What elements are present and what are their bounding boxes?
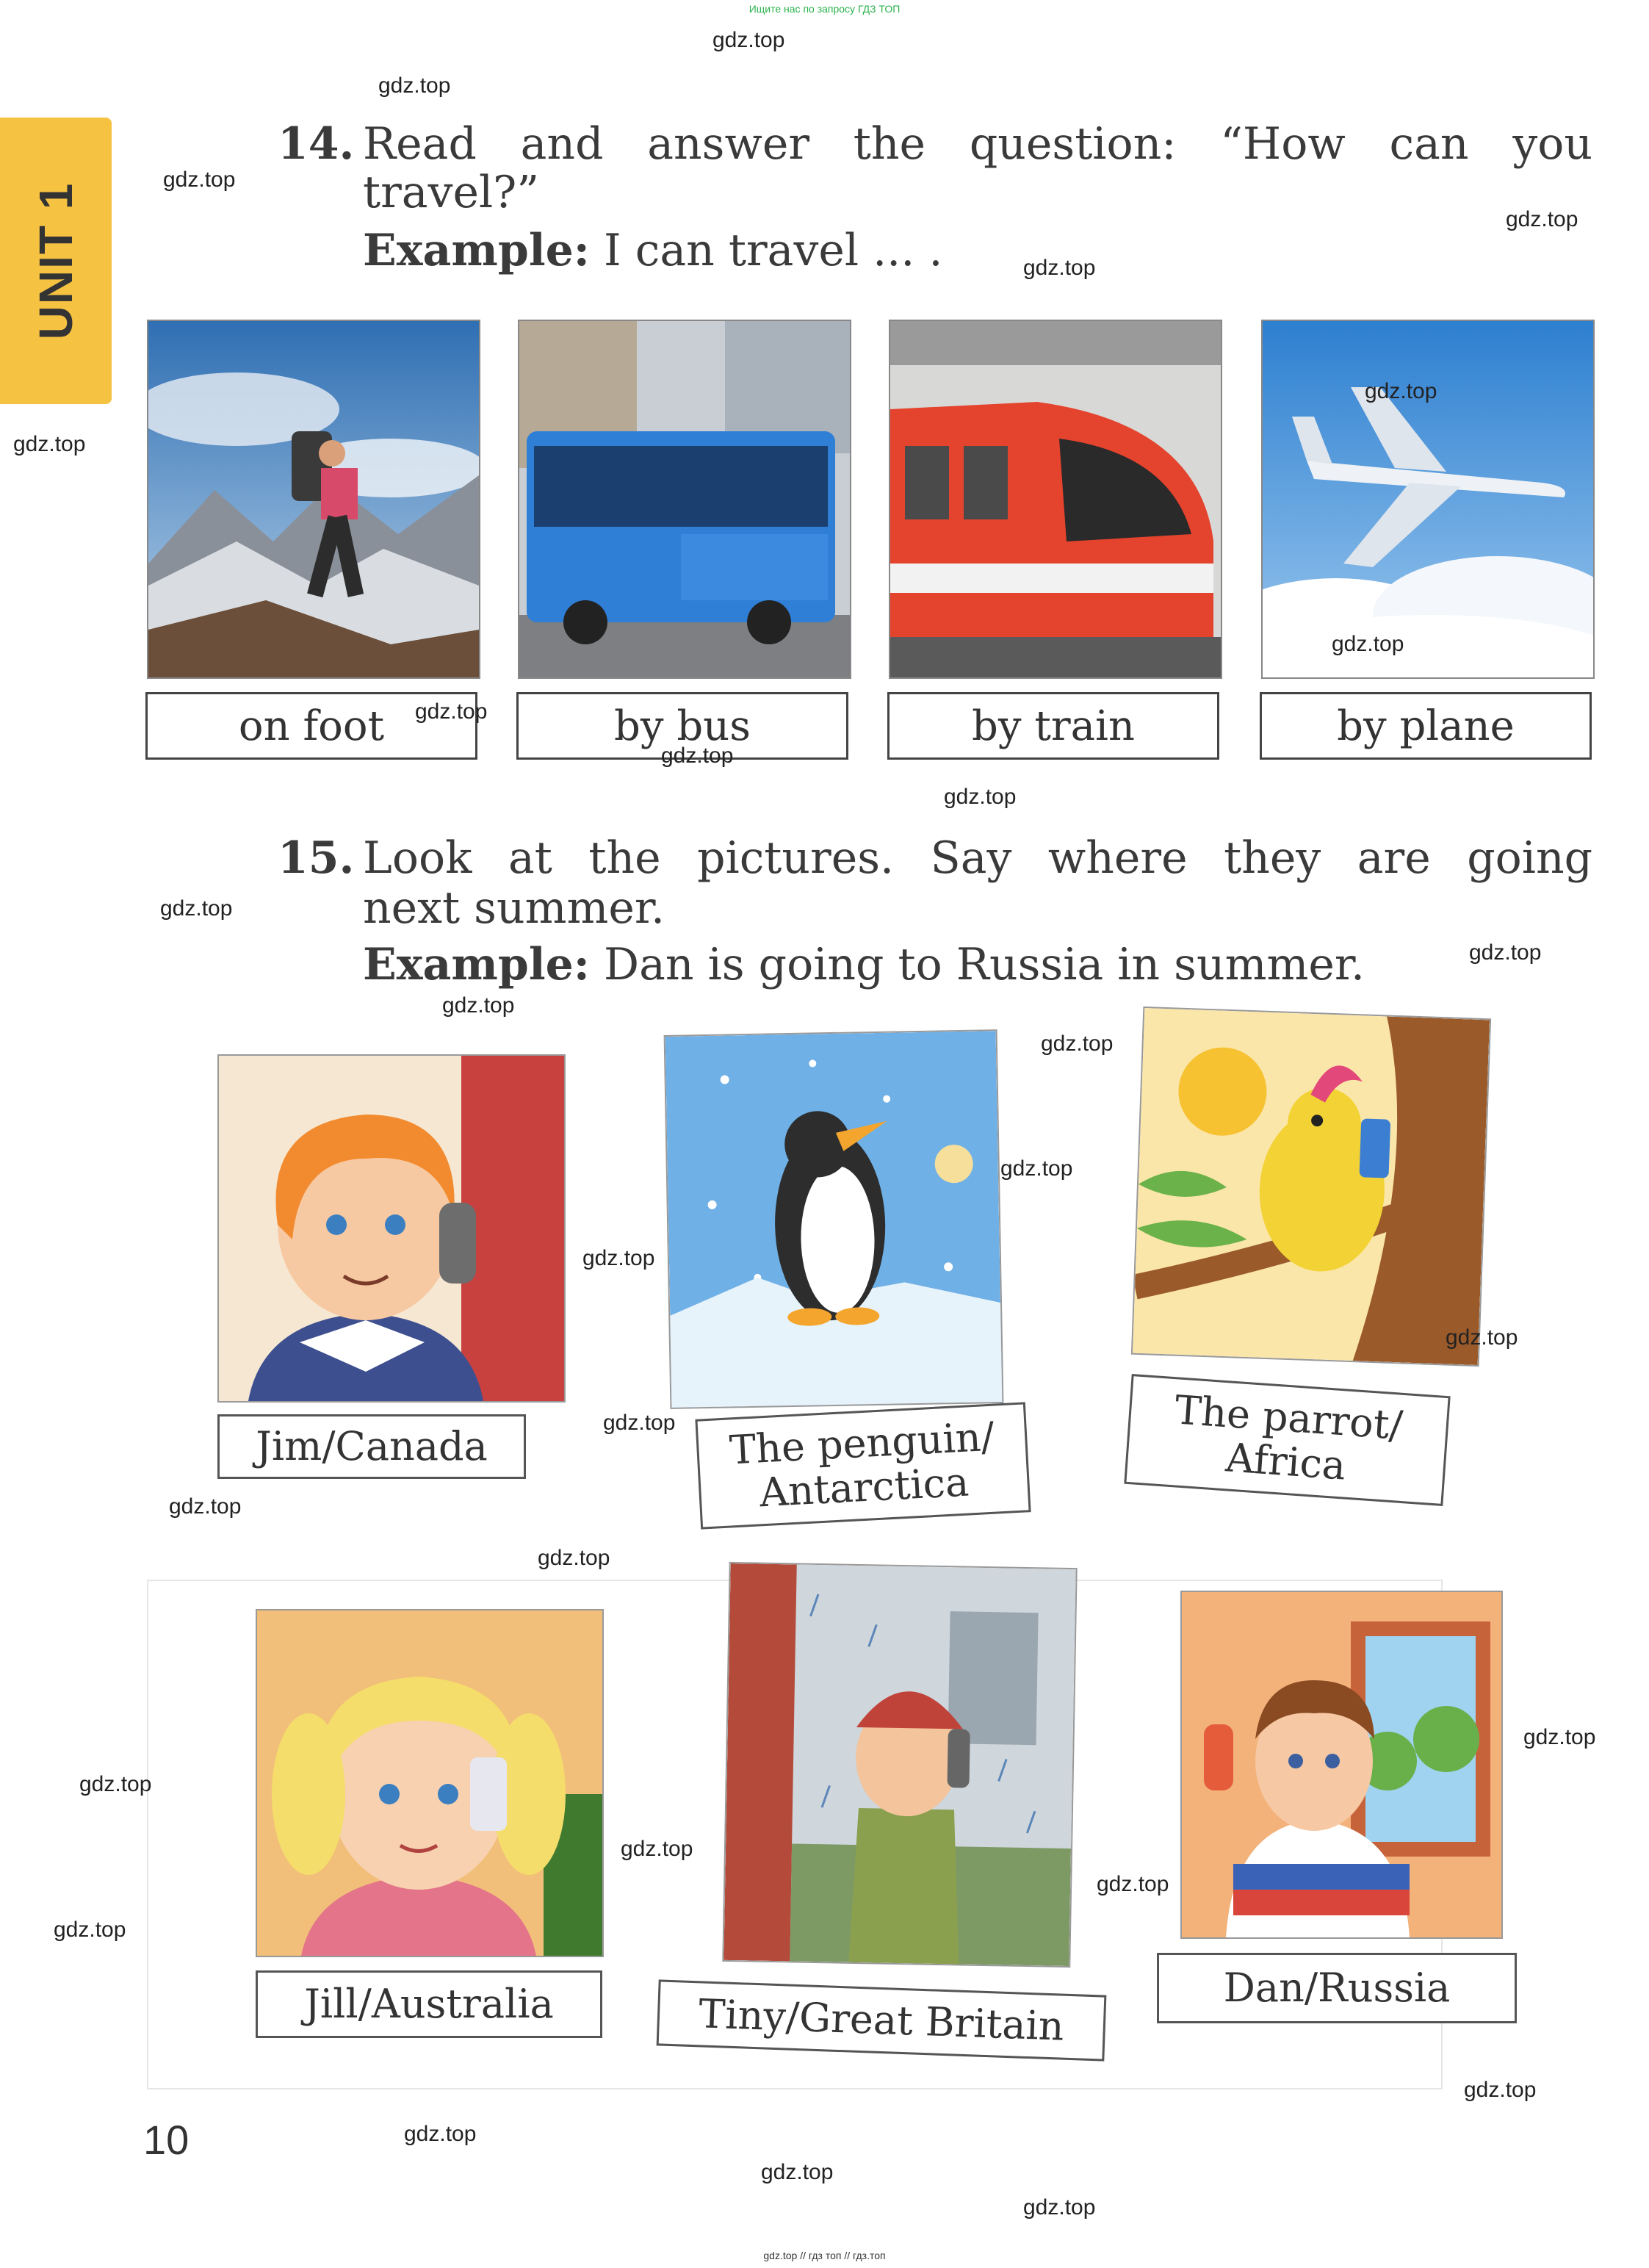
watermark: gdz.top	[1097, 1872, 1169, 1896]
caption-parrot-line-1: The parrot/	[1173, 1386, 1404, 1449]
watermark: gdz.top	[582, 1246, 655, 1270]
travel-label-on-foot: on foot	[145, 692, 477, 760]
travel-label-by-plane: by plane	[1260, 692, 1592, 760]
watermark: gdz.top	[163, 168, 236, 192]
watermark: gdz.top	[712, 28, 785, 52]
plane-photo	[1261, 320, 1595, 679]
watermark: gdz.top	[378, 73, 451, 98]
watermark: gdz.top	[13, 432, 86, 456]
caption-jill-australia: Jill/Australia	[256, 1970, 602, 2038]
caption-penguin-line-2: Antarctica	[758, 1458, 970, 1516]
watermark: gdz.top	[1446, 1325, 1518, 1350]
watermark: gdz.top	[1523, 1725, 1596, 1749]
caption-parrot-line-2: Africa	[1224, 1434, 1348, 1489]
watermark: gdz.top	[169, 1494, 242, 1519]
caption-penguin-line-1: The penguin/	[728, 1413, 996, 1474]
watermark: gdz.top	[1000, 1156, 1073, 1181]
watermark: gdz.top	[1041, 1032, 1114, 1056]
example-text: Dan is going to Russia in summer.	[604, 939, 1365, 990]
watermark: gdz.top	[415, 699, 488, 724]
jim-picture	[217, 1054, 566, 1403]
header-note: Ищите нас по запросу ГДЗ ТОП	[748, 3, 901, 15]
watermark: gdz.top	[1464, 2078, 1537, 2102]
watermark: gdz.top	[404, 2122, 477, 2146]
watermark: gdz.top	[1023, 256, 1096, 280]
watermark: gdz.top	[1506, 207, 1578, 231]
penguin-picture	[664, 1029, 1004, 1409]
task-15-line-2: next summer.	[363, 882, 665, 934]
watermark: gdz.top	[160, 896, 233, 921]
watermark: gdz.top	[661, 744, 734, 768]
train-photo	[889, 320, 1222, 679]
task-15-number: 15.	[278, 832, 355, 884]
caption-dan-russia: Dan/Russia	[1157, 1953, 1517, 2023]
watermark: gdz.top	[1469, 940, 1542, 965]
watermark: gdz.top	[1332, 632, 1404, 656]
example-label: Example:	[363, 939, 590, 990]
travel-label-by-train: by train	[887, 692, 1219, 760]
example-text: I can travel ... .	[604, 225, 943, 276]
task-14-number: 14.	[278, 118, 355, 170]
caption-penguin-antarctica	[695, 1402, 1031, 1529]
dan-picture	[1180, 1591, 1503, 1939]
watermark: gdz.top	[442, 993, 515, 1018]
watermark: gdz.top	[79, 1772, 152, 1796]
hiker-photo	[147, 320, 480, 679]
task-14-line-2: travel?”	[363, 167, 539, 218]
tiny-picture	[722, 1562, 1077, 1968]
unit-tab-label: UNIT 1	[29, 181, 82, 340]
caption-tiny-great-britain: Tiny/Great Britain	[657, 1979, 1107, 2061]
watermark: gdz.top	[538, 1546, 610, 1570]
travel-label-by-bus: by bus	[516, 692, 848, 760]
footer-note: gdz.top // гдз топ // гдз.топ	[763, 2250, 886, 2261]
example-label: Example:	[363, 225, 590, 276]
watermark: gdz.top	[944, 785, 1017, 809]
page-number: 10	[143, 2117, 190, 2163]
watermark: gdz.top	[603, 1411, 676, 1435]
watermark: gdz.top	[54, 1918, 126, 1942]
task-14-line-1: Read and answer the question: “How can you	[363, 118, 1592, 170]
caption-jim-canada: Jim/Canada	[217, 1414, 526, 1479]
watermark: gdz.top	[1023, 2195, 1096, 2220]
task-15-line-1: Look at the pictures. Say where they are going	[363, 832, 1592, 884]
watermark: gdz.top	[621, 1837, 693, 1861]
task-14-example	[363, 225, 942, 276]
watermark: gdz.top	[1365, 379, 1437, 403]
bus-photo	[518, 320, 851, 679]
task-15-example	[363, 939, 1365, 990]
parrot-picture	[1131, 1007, 1491, 1367]
watermark: gdz.top	[761, 2160, 834, 2184]
caption-parrot-africa	[1124, 1374, 1450, 1506]
jill-picture	[256, 1609, 604, 1957]
